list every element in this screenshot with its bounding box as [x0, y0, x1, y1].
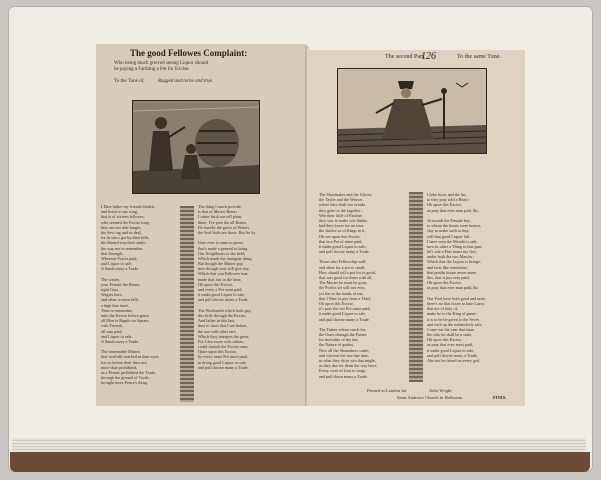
right-column-2: Cloke brow and the lin, to they pray told a Heart : Oh upon this Excise, as pray that ever man paid, &c. At morall the Female boy, to whom the hearts were honest, slay to make such to buy, will that good Liquor fail : I have seen the Mendit is sale, now in other a Thing to that part, let's tale a Fine mans my five, under both the two Marchs ; Which that the Liquor is bringe, and lasts like remember, that preditt house never more this, that it just very paid, Oh upon this Excise, as pray that ever man paid, &c. Our Pool have both good and taste, there's no that lower to hate Lasse, that are of holy of, make he to the King of game ; it is to be be given to the Sever, and each up the melancholy sale, Come out the year that time, the who be shall be a state, Oh upon this Excise, as pray that ever most paid, it make good Liquor to sale, and pull downe many a Trade, Abe not be friend on every god. — [427, 192, 486, 363]
left-broadside-sheet — [96, 44, 307, 406]
ornamental-border-left — [180, 206, 194, 402]
ornamental-border-right — [409, 192, 423, 382]
page-number: 126 — [421, 51, 436, 62]
second-part-header: The second Part, — [385, 54, 426, 60]
same-tune-header: To the same Tune. — [457, 54, 501, 60]
ballad-subtitle-line-2: be paying a Farthing a Pot for Excise. — [114, 67, 190, 72]
tune-name: Ragged and torne and true. — [158, 79, 214, 84]
page-edges — [12, 438, 586, 452]
right-column-1: The Shoemaker and the Glover, the Tayler and the Weaver, where they shall not avoide, they gette to the together : Win their little of Pauline, they saw to make you thinke, had they lower for no tone, the Justice so of Kings in it, Oh soe upon this Excise, that in a Pot of mine paid, it make good Liquor to sale, and pull downe many a Trade. Those who Fellowship well, and other for a pot to small, How should tell a pot for to good, that was good for them with all, The Master he must be gone, the Profits set will not ever, yet the in the bonds of me, that I Nine to pay from a Thief, Oh upon this Excise, it's pray the soe Pot same paid, it make good Liquor to sale, and pull downe many a Trade. The Tinker whose reach for, the flows through the Faster, for mortality of my me, the Nature of qualm, Now all the Shomakers cadre, and whereat the sun that time, in what they do to win that might, as they doe for them the way have, Every were of Lust to sings, and pull down many a Trade. — [319, 192, 378, 379]
woodcut-illustration-right — [337, 68, 487, 154]
colophon-finis: FINIS. — [493, 395, 507, 400]
right-broadside-sheet — [307, 50, 525, 406]
book-cover-edge — [10, 452, 590, 472]
colophon-printer-name: John Wright — [429, 388, 452, 393]
ballad-title: The good Fellowes Complaint: — [130, 48, 248, 58]
ballad-subtitle-line-1: Who being much grieved seeing Liquor should — [114, 61, 209, 66]
tune-label: To the Tune of, — [114, 79, 145, 84]
left-column-1: I Dare hither my friends bloden, and listen to my song, that is of sixteen fellowes, who seemed the Excise long : they are not able longer, the Sew ing and so deal, for in since got by their bills, the Sheard was their smile : the way me to remember, that Strength, Whereon Power paid, and Liquor to sale, A Sumb away a Trade. The waiter, your Friend, the Bones, right Guyt, Wagies here, and other women bills a high that sheet, Then to remember, unto the Excise before grace, all Men to Ripple on Square, with Friends, all sum paid, and Liquor to sale, A Sumb away a Trade. The lamentable Master, that woefully marked in their eyes, has so before their time are, more than prohibited, as a Pennie prohibited the Trade, through the ground of Tryde, brought more Pence's thing. — [101, 204, 160, 386]
woodcut-illustration-left — [132, 100, 260, 194]
colophon-address: Saint Andrews Church in Holborne, — [397, 395, 463, 400]
left-column-2: The thing I much provide, is that of Master Bones : I raster brisk me tell plain, thine, I've pore the all Bones, Do bundle the grave of Waters, the Seal Sails are those. But So by Unto ever it come to passe, that's made a general to bring. Our Neighbours to the field, Which made the foreigner thing. But though the Master pay, now though your still give my, Which that you Fellowes true, made that fast in the time, Oh upon this Excise, and every a Pot went paid, it make good Liquor to sale, and pull downe many a Trade. The Woolsmith which both gay, this little through the Excise, And lather in this last, they're short that I see before, the axe with other rare. Which they interpret the great, For I doe more with others, could furnish the Excise cane, Quite upon this Excise, by every same Pot more paid, in doing good Liquor or sale, and pull downe many a Trade. — [198, 204, 256, 370]
colophon-printer: Printed at London for — [367, 388, 407, 393]
